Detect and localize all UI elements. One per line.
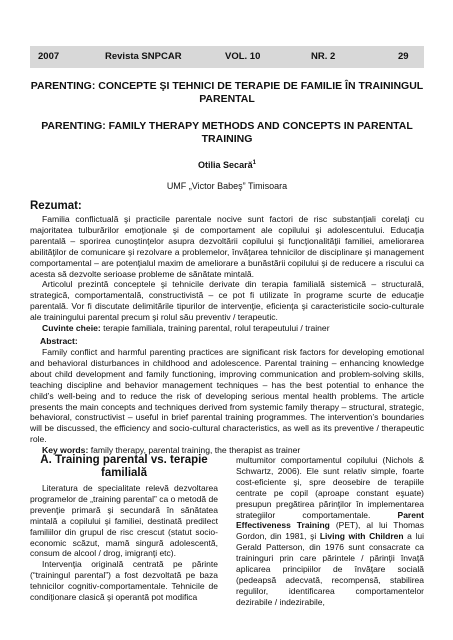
right-column [236,455,424,608]
author-line [30,160,424,170]
author-affiliation: UMF „Victor Babeş” Timisoara [166,181,288,191]
body-text: a lui Gerald Patterson, din 1976 sunt consacrate ca traininguri prin care părintele / părinţii învaţă aplicarea principiilor de învăţare socială (pedeapsă adecvată, recompensă, stabilirea regulilor, identificarea comportamentelor dezirabile / indezirabile, [236,531,424,607]
abstract-body [30,347,424,456]
author-superscript: 1 [252,160,256,166]
keywords-label: Key words: [42,445,89,456]
running-header [30,46,424,68]
header-page-number: 29 [398,51,409,62]
rezumat-heading: Rezumat: [30,200,82,212]
left-column [30,454,218,603]
rezumat-paragraph: Familia conflictuală şi practicile parentale nocive sunt factori de risc substanţiali corelaţi cu majoritatea tulburărilor emoţionale şi de comportament ale copilului şi adolescentului. Educaţia parentală – sporirea cunoştinţelor asupra dezvoltării copilului şi funcţionalităţii familiei, ameliorarea abilităţilor de comunicare şi rezolvare a problemelor, învăţarea tehnicilor de disciplinare şi management comportamental – are potenţialul maxim de ameliorare a bunăstării copilului şi de reducere a riscului ca acesta să dezvolte serioase probleme de sănătate mintală. [30,214,424,279]
keywords-text: family therapy, parental training, the therapist as trainer [90,445,301,456]
keywords-label: Cuvinte cheie: [42,323,101,334]
rezumat-paragraph: Articolul prezintă conceptele şi tehnicile derivate din terapia familială sistemică – structurală, strategică, comportamentală, constructivistă – ce pot fi utilizate în programe scurte de educaţie parentală. Vor fi discutate delimitările tipurilor de intervenţie, eficienţa şi caracteristicile socio-culturale ale trainingului parental precum şi rolul său preventiv / terapeutic. [30,279,424,323]
body-paragraph [236,455,424,608]
bold-term: Living with Children [319,531,404,542]
abstract-heading: Abstract: [40,336,78,346]
body-paragraph: Literatura de specialitate relevă dezvoltarea programelor de „training parental” ca o metodă de prevenţie primară şi secundară în sănătatea mintală a copilului şi familiei, destinată predilect familiilor din grupul de risc crescut (statut socio-economic scăzut, mamă singură adolescentă, consum de alcool / drog, imigranţi etc). [30,483,218,559]
rezumat-body [30,214,424,334]
header-journal: Revista SNPCAR [105,51,182,62]
bold-term: Parent Effectiveness Training [236,509,424,531]
keywords-text: terapie familiala, training parental, rolul terapeutului / trainer [103,323,330,334]
abstract-paragraph: Family conflict and harmful parenting practices are significant risk factors for developing emotional and behavioral disturbances in childhood and adolescence. Parental training – enhancing knowledge about child development and family functioning, improving communication and problem-solving skills, teaching discipline and behavior management techniques – has the best potential to enhance the child’s well-being and to reduce the risk of developing serious mental health problems. The article presents the main concepts and techniques derived from systemic family therapy – structural, strategic, behavioral, constructivist – useful in brief parental training programmes. The intervention’s boundaries will be discussed, the efficiency and socio-cultural characteristics, as well as its preventive / therapeutic role. [30,347,424,445]
rezumat-keywords [30,323,424,334]
section-heading: A. Training parental vs. terapie familială [40,454,208,479]
author-name: Otilia Secară [198,160,253,170]
body-text: multumitor comportamentul copilului (Nichols & Schwartz, 2006). Ele sunt relativ simple, foarte cost-eficiente şi, spre deosebire de terapiile centrate pe copil (aproape constant eşuate) presupun pregătirea părinţilor în implementarea strategiilor comportamentale. [236,455,424,520]
header-year: 2007 [38,51,60,62]
title-romanian: PARENTING: CONCEPTE ŞI TEHNICI DE TERAPIE DE FAMILIE ÎN TRAININGUL PARENTAL [30,80,424,105]
body-text: (PET), al lui Thomas Gordon, din 1981, şi [236,520,425,542]
title-english: PARENTING: FAMILY THERAPY METHODS AND CONCEPTS IN PARENTAL TRAINING [41,120,413,145]
header-volume: VOL. 10 [225,51,261,62]
body-paragraph: Intervenţia originală centrată pe părinte (“trainingul parental”) a fost dezvoltată pe baza tehnicilor cognitiv-comportamentale. Tehnicile de condiţionare clasică şi operantă pot modifica [30,559,218,603]
header-number: NR. 2 [311,51,336,62]
